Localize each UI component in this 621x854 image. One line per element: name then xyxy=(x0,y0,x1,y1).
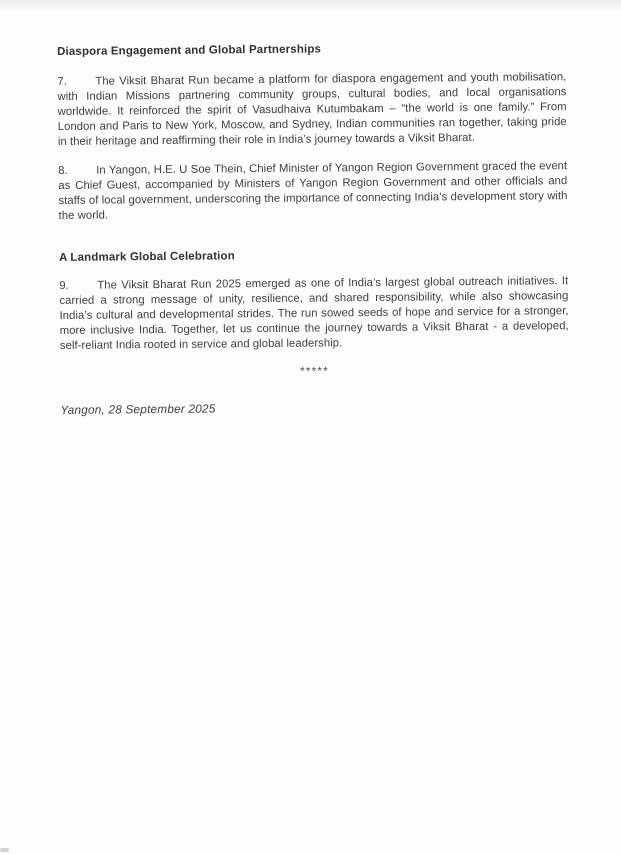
scan-speck-artifact xyxy=(0,848,9,852)
paragraph-7-number: 7. xyxy=(57,75,67,88)
document-content xyxy=(57,41,570,417)
paragraph-9-text: The Viksit Bharat Run 2025 emerged as one of India’s largest global outreach initiatives. It carried a strong message of unity, resilience, and shared responsibility, while also showcasing India’s cultural and developmental strides. The run sowed seeds of hope and service for a stronger, more inclusive India. Together, let us continue the journey towards a Viksit Bharat - a developed, self-reliant India rooted in service and global leadership. xyxy=(59,275,569,352)
paragraph-8-text: In Yangon, H.E. U Soe Thein, Chief Minister of Yangon Region Government graced the event as Chief Guest, accompanied by Ministers of Yangon Region Government and other officials and staffs of local government, underscoring the importance of connecting India’s development story with the world. xyxy=(58,160,568,222)
paragraph-7 xyxy=(57,70,567,150)
asterisk-separator: ***** xyxy=(300,365,330,378)
paragraph-7-text: The Viksit Bharat Run became a platform for diaspora engagement and youth mobilisation, with Indian Missions partnering community groups, cultural bodies, and local organisations worldwide. It reinforced the spirit of Vasudhaiva Kutumbakam – “the world is one family.” From London and Paris to New York, Moscow, and Sydney, Indian communities ran together, taking pride in their heritage and reaffirming their role in India’s journey towards a Viksit Bharat. xyxy=(57,71,567,148)
section-heading-diaspora-engagement: Diaspora Engagement and Global Partnerships xyxy=(57,43,322,58)
paragraph-8 xyxy=(58,159,568,224)
dateline: Yangon, 28 September 2025 xyxy=(60,401,216,417)
paragraph-8-number: 8. xyxy=(58,164,68,177)
scan-edge-artifact xyxy=(0,0,621,11)
paragraph-9-number: 9. xyxy=(59,279,69,292)
paragraph-9 xyxy=(59,274,569,354)
section-heading-landmark-celebration: A Landmark Global Celebration xyxy=(58,250,235,264)
